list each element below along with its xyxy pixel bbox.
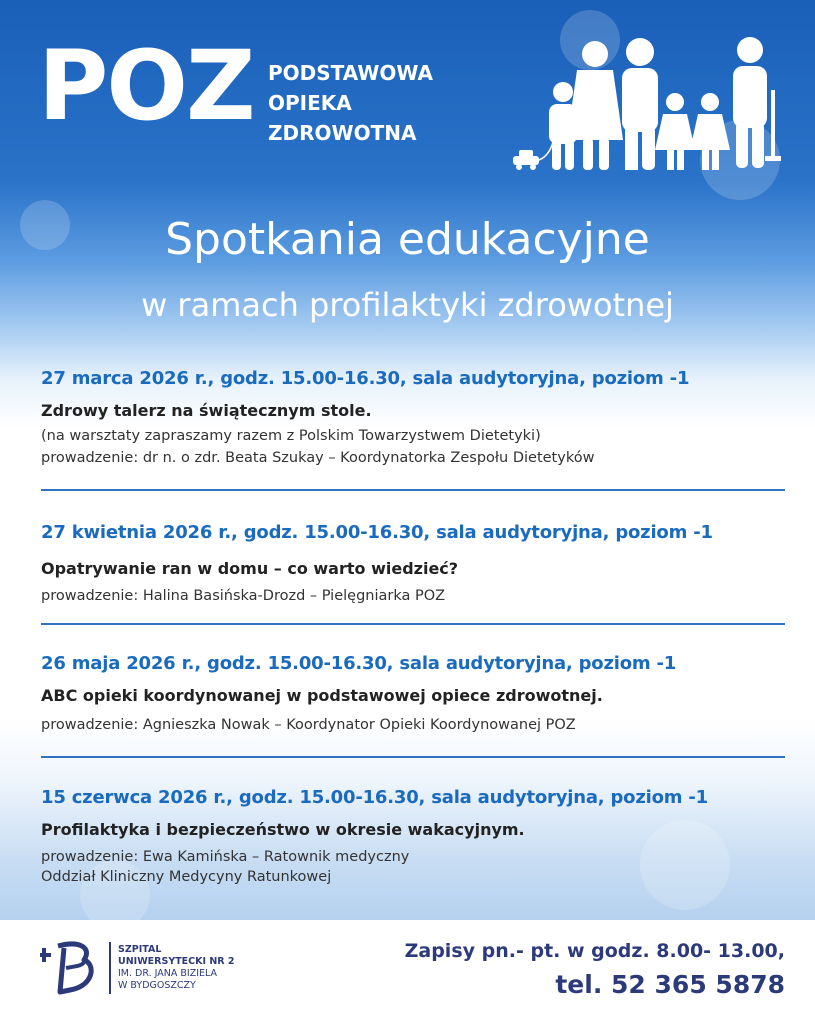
event-item bbox=[41, 787, 785, 885]
event-title: ABC opieki koordynowanej w podstawowej opiece zdrowotnej. bbox=[41, 686, 603, 705]
event-detail: prowadzenie: Halina Basińska-Drozd – Pielęgniarka POZ bbox=[41, 588, 446, 604]
poz-subtitle-line: ZDROWOTNA bbox=[268, 121, 417, 145]
event-detail: prowadzenie: Ewa Kamińska – Ratownik medyczny bbox=[41, 849, 410, 865]
poz-subtitle-line: PODSTAWOWA bbox=[268, 61, 434, 85]
hospital-name-line: UNIWERSYTECKI NR 2 bbox=[118, 956, 235, 967]
hospital-name bbox=[118, 944, 235, 992]
event-date-header: 26 maja 2026 r., godz. 15.00-16.30, sala audytoryjna, poziom -1 bbox=[41, 653, 677, 674]
event-item bbox=[41, 653, 785, 733]
event-date-header: 27 kwietnia 2026 r., godz. 15.00-16.30, sala audytoryjna, poziom -1 bbox=[41, 522, 713, 543]
event-detail: prowadzenie: dr n. o zdr. Beata Szukay – Koordynatorka Zespołu Dietetyków bbox=[41, 450, 595, 466]
event-title: Opatrywanie ran w domu – co warto wiedzieć? bbox=[41, 559, 459, 578]
event-separator bbox=[41, 489, 785, 491]
event-detail: prowadzenie: Agnieszka Nowak – Koordynator Opieki Koordynowanej POZ bbox=[41, 717, 576, 733]
signup-phone: tel. 52 365 5878 bbox=[555, 970, 785, 999]
event-date-header: 15 czerwca 2026 r., godz. 15.00-16.30, sala audytoryjna, poziom -1 bbox=[41, 787, 708, 808]
poz-subtitle-line: OPIEKA bbox=[268, 91, 352, 115]
event-separator bbox=[41, 623, 785, 625]
poz-logo-text: POZ bbox=[38, 30, 254, 142]
logo-divider bbox=[109, 942, 111, 994]
poster-subtitle: w ramach profilaktyki zdrowotnej bbox=[141, 286, 674, 324]
signup-hours: Zapisy pn.- pt. w godz. 8.00- 13.00, bbox=[404, 940, 785, 962]
event-title: Profilaktyka i bezpieczeństwo w okresie wakacyjnym. bbox=[41, 820, 525, 839]
family-icon bbox=[505, 30, 805, 190]
hospital-logo-icon bbox=[40, 940, 102, 996]
event-item bbox=[41, 368, 785, 466]
poster-title: Spotkania edukacyjne bbox=[165, 214, 650, 265]
event-date-header: 27 marca 2026 r., godz. 15.00-16.30, sala audytoryjna, poziom -1 bbox=[41, 368, 690, 389]
hospital-name-line: W BYDGOSZCZY bbox=[118, 980, 196, 991]
signup-info bbox=[405, 940, 785, 999]
event-detail: Oddział Kliniczny Medycyny Ratunkowej bbox=[41, 869, 332, 885]
event-detail: (na warsztaty zapraszamy razem z Polskim Towarzystwem Dietetyki) bbox=[41, 428, 541, 444]
event-item bbox=[41, 522, 785, 604]
event-title: Zdrowy talerz na świątecznym stole. bbox=[41, 401, 372, 420]
event-separator bbox=[41, 756, 785, 758]
hospital-name-line: SZPITAL bbox=[118, 944, 162, 955]
hospital-name-line: IM. DR. JANA BIZIELA bbox=[118, 968, 218, 979]
poz-subtitle bbox=[268, 58, 433, 148]
